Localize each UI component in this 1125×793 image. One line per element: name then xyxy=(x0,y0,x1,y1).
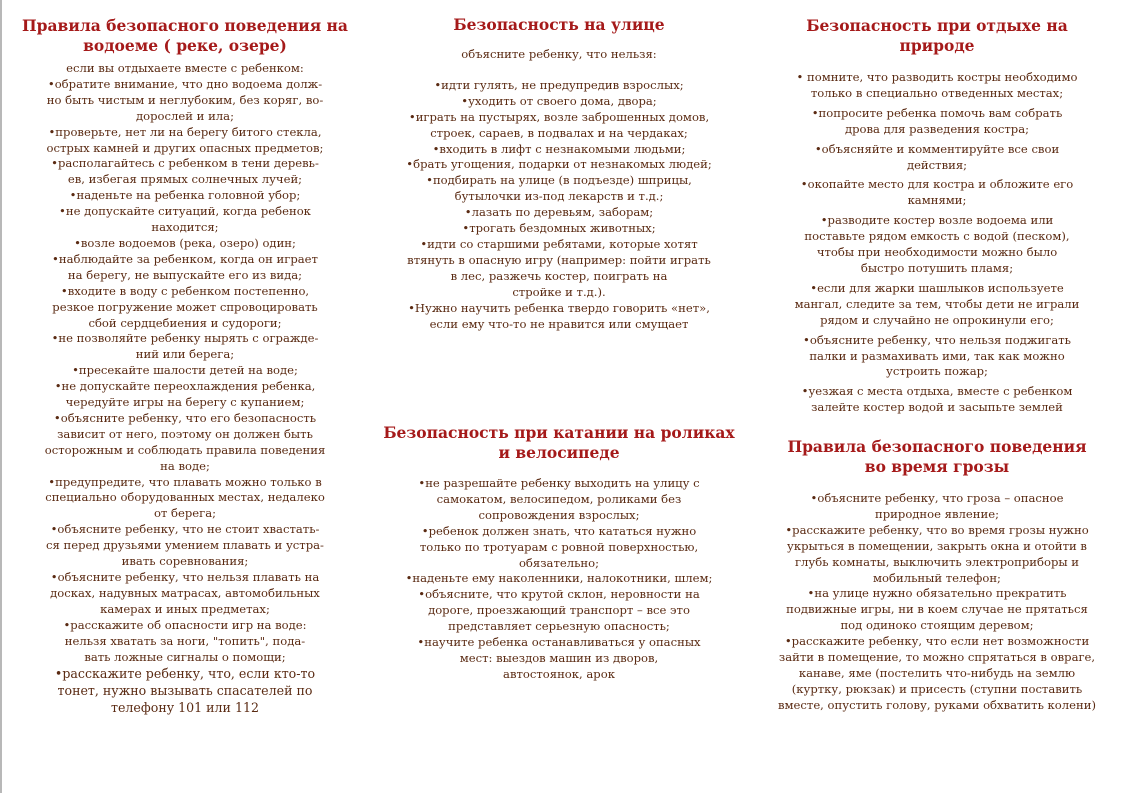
text-line: бутылочки из-под лекарств и т.д.; xyxy=(454,189,664,204)
text-line: •не допускайте ситуаций, когда ребенок xyxy=(59,204,311,219)
text-line: •объясните ребенку, что нельзя поджигать xyxy=(803,332,1071,347)
text-line: •играть на пустырях, возле заброшенных домов, xyxy=(408,109,710,124)
text-line: если вы отдыхаете вместе с ребенком: xyxy=(66,61,304,75)
text-line: •объясните ребенку, что не стоит хвастать- xyxy=(50,522,320,537)
text-line: самокатом, велосипедом, роликами без xyxy=(436,491,682,506)
text-line: палки и размахивать ими, так как можно xyxy=(809,348,1065,363)
text-line: только по тротуарам с ровной поверхностью, xyxy=(419,539,699,554)
text-line: •проверьте, нет ли на берегу битого стекла, xyxy=(48,124,322,139)
text-line: мобильный телефон; xyxy=(873,570,1001,585)
section-body-emphasis xyxy=(8,665,362,716)
text-line: только в специально отведенных местах; xyxy=(810,85,1064,100)
text-line: зависит от него, поэтому он должен быть xyxy=(57,426,313,441)
text-line: •не позволяйте ребенку нырять с огражде- xyxy=(51,331,319,346)
text-line: нельзя хватать за ноги, "топить", пода- xyxy=(64,633,306,648)
text-line: на берегу, не выпускайте его из вида; xyxy=(67,267,303,282)
text-line: •подбирать на улице (в подъезде) шприцы, xyxy=(426,173,692,188)
text-line: укрыться в помещении, закрыть окна и отойти в xyxy=(787,538,1087,553)
text-line: •попросите ребенка помочь вам собрать xyxy=(811,105,1063,120)
text-line: чередуйте игры на берегу с купанием; xyxy=(65,395,305,410)
text-line: •предупредите, что плавать можно только в xyxy=(48,474,322,489)
text-line: •научите ребенка останавливаться у опасных xyxy=(417,635,701,650)
section-body xyxy=(755,491,1119,714)
section-body xyxy=(8,61,362,665)
text-line: представляет серьезную опасность; xyxy=(448,619,670,634)
text-line: действия; xyxy=(906,157,968,172)
text-line: •на улице нужно обязательно прекратить xyxy=(807,586,1067,601)
text-line: под одиноко стоящим деревом; xyxy=(840,618,1034,633)
text-line: осторожным и соблюдать правила поведения xyxy=(44,442,326,457)
text-line: дорослей и ила; xyxy=(136,108,234,123)
text-line: •не разрешайте ребенку выходить на улицу с xyxy=(418,476,700,490)
text-line: камерах и иных предметах; xyxy=(100,601,270,616)
text-line: на воде; xyxy=(160,458,210,473)
text-line: •объясните ребенку, что нельзя плавать на xyxy=(50,570,320,584)
text-line: автостоянок, арок xyxy=(503,666,615,681)
text-line: подвижные игры, ни в коем случае не прятаться xyxy=(786,602,1088,617)
section-nature xyxy=(755,16,1119,416)
text-line: быстро потушить пламя; xyxy=(860,260,1014,275)
text-line: •Нужно научить ребенка твердо говорить «нет», xyxy=(408,300,710,315)
text-line: тонет, нужно вызывать спасателей по xyxy=(57,683,313,699)
text-line: вместе, опустить голову, руками обхватить колени) xyxy=(778,697,1096,712)
text-line: природное явление; xyxy=(875,506,999,521)
text-line: обязательно; xyxy=(518,555,600,570)
section-storm xyxy=(755,437,1119,714)
section-body xyxy=(378,476,740,683)
text-line: •брать угощения, подарки от незнакомых людей; xyxy=(406,157,712,172)
text-line: специально оборудованных местах, недалеко xyxy=(45,490,325,505)
text-line: •уезжая с места отдыха, вместе с ребенком xyxy=(801,384,1073,399)
text-line: •лазать по деревьям, заборам; xyxy=(464,205,654,220)
text-line: рядом и случайно не опрокинули его; xyxy=(820,312,1054,327)
section-body xyxy=(378,78,740,333)
text-line: •идти гулять, не предупредив взрослых; xyxy=(434,77,684,92)
text-line: зайти в помещение, то можно спрятаться в овраге, xyxy=(778,650,1096,665)
text-line: от берега; xyxy=(153,506,217,521)
text-line: ивать соревнования; xyxy=(121,554,249,569)
text-line: •возле водоемов (река, озеро) один; xyxy=(74,235,296,250)
text-line: •пресекайте шалости детей на воде; xyxy=(72,363,298,378)
text-line: •окопайте место для костра и обложите его xyxy=(800,177,1074,192)
text-line: ся перед друзьями умением плавать и устра- xyxy=(46,538,324,553)
text-line: •уходить от своего дома, двора; xyxy=(461,93,657,108)
section-intro: объясните ребенку, что нельзя: xyxy=(461,47,657,61)
page-edge xyxy=(0,0,2,793)
section-street xyxy=(378,15,740,332)
text-line: телефону 101 или 112 xyxy=(111,700,259,716)
text-line: чтобы при необходимости можно было xyxy=(816,245,1058,260)
text-line: •трогать бездомных животных; xyxy=(462,221,656,236)
text-line: дороге, проезжающий транспорт – все это xyxy=(428,603,690,618)
text-line: •наблюдайте за ребенком, когда он играет xyxy=(52,251,318,266)
section-body xyxy=(755,70,1119,416)
text-line: •объясните ребенку, что его безопасность xyxy=(53,410,317,425)
text-line: мангал, следите за тем, чтобы дети не играли xyxy=(794,296,1080,311)
text-line: •входить в лифт с незнакомыми людьми; xyxy=(432,141,686,156)
text-line: если ему что-то не нравится или смущает xyxy=(429,316,689,331)
text-line: •расскажите ребенку, что во время грозы нужно xyxy=(785,522,1089,537)
text-line: сбой сердцебиения и судороги; xyxy=(88,315,282,330)
text-line: канаве, яме (постелить что-нибудь на землю xyxy=(798,665,1076,680)
text-line: в лес, разжечь костер, поиграть на xyxy=(450,268,668,283)
text-line: •наденьте на ребенка головной убор; xyxy=(69,188,301,203)
text-line: •объясните, что крутой склон, неровности на xyxy=(418,587,700,602)
text-line: втянуть в опасную игру (например: пойти играть xyxy=(407,252,711,267)
section-title: Безопасность при отдыхе на природе xyxy=(806,16,1068,55)
text-line: стройке и т.д.). xyxy=(512,284,606,299)
text-line: вать ложные сигналы о помощи; xyxy=(84,649,286,664)
text-line: •разводите костер возле водоема или xyxy=(820,213,1054,228)
section-water xyxy=(8,16,362,716)
section-title: Безопасность при катании на роликах и велосипеде xyxy=(383,423,735,462)
section-rollers xyxy=(378,423,740,683)
text-line: устроить пожар; xyxy=(886,364,988,379)
text-line: досках, надувных матрасах, автомобильных xyxy=(50,585,320,600)
text-line: •идти со старшими ребятами, которые хотят xyxy=(420,236,698,251)
text-line: ний или берега; xyxy=(135,347,235,362)
text-line: залейте костер водой и засыпьте землей xyxy=(811,400,1063,415)
text-line: острых камней и других опасных предметов; xyxy=(46,140,324,155)
text-line: •расскажите ребенку, что если нет возможности xyxy=(784,634,1090,649)
section-title: Безопасность на улице xyxy=(453,15,665,34)
text-line: поставьте рядом емкость с водой (песком), xyxy=(804,229,1070,244)
text-line: •обратите внимание, что дно водоема долж- xyxy=(47,76,323,91)
text-line: дрова для разведения костра; xyxy=(844,121,1030,136)
section-title: Правила безопасного поведения во время грозы xyxy=(787,437,1087,476)
text-line: мест: выездов машин из дворов, xyxy=(459,650,659,665)
text-line: •наденьте ему наколенники, налокотники, шлем; xyxy=(405,571,713,586)
text-line: строек, сараев, в подвалах и на чердаках; xyxy=(430,125,688,140)
text-line: •если для жарки шашлыков используете xyxy=(810,280,1064,295)
text-line: •расскажите ребенку, что, если кто-то xyxy=(54,666,316,682)
text-line: •входите в воду с ребенком постепенно, xyxy=(60,283,310,298)
text-line: резкое погружение может спровоцировать xyxy=(52,299,318,314)
text-line: камнями; xyxy=(907,193,967,208)
text-line: •расскажите об опасности игр на воде: xyxy=(63,617,307,632)
text-line: но быть чистым и неглубоким, без коряг, во- xyxy=(46,92,324,107)
text-line: ев, избегая прямых солнечных лучей; xyxy=(67,172,303,187)
text-line: •объясните ребенку, что гроза – опасное xyxy=(810,491,1064,505)
text-line: •не допускайте переохлаждения ребенка, xyxy=(54,379,316,394)
text-line: •ребенок должен знать, что кататься нужно xyxy=(421,523,697,538)
text-line: глубь комнаты, выключить электроприборы и xyxy=(794,554,1080,569)
text-line: •располагайтесь с ребенком в тени деревь- xyxy=(51,156,319,171)
text-line: • помните, что разводить костры необходимо xyxy=(796,70,1078,84)
text-line: (куртку, рюкзак) и присесть (ступни поставить xyxy=(791,681,1083,696)
text-line: •объясняйте и комментируйте все свои xyxy=(814,141,1060,156)
text-line: сопровождения взрослых; xyxy=(478,507,640,522)
text-line: находится; xyxy=(151,220,219,235)
section-title: Правила безопасного поведения на водоеме ( реке, озере) xyxy=(22,16,348,55)
